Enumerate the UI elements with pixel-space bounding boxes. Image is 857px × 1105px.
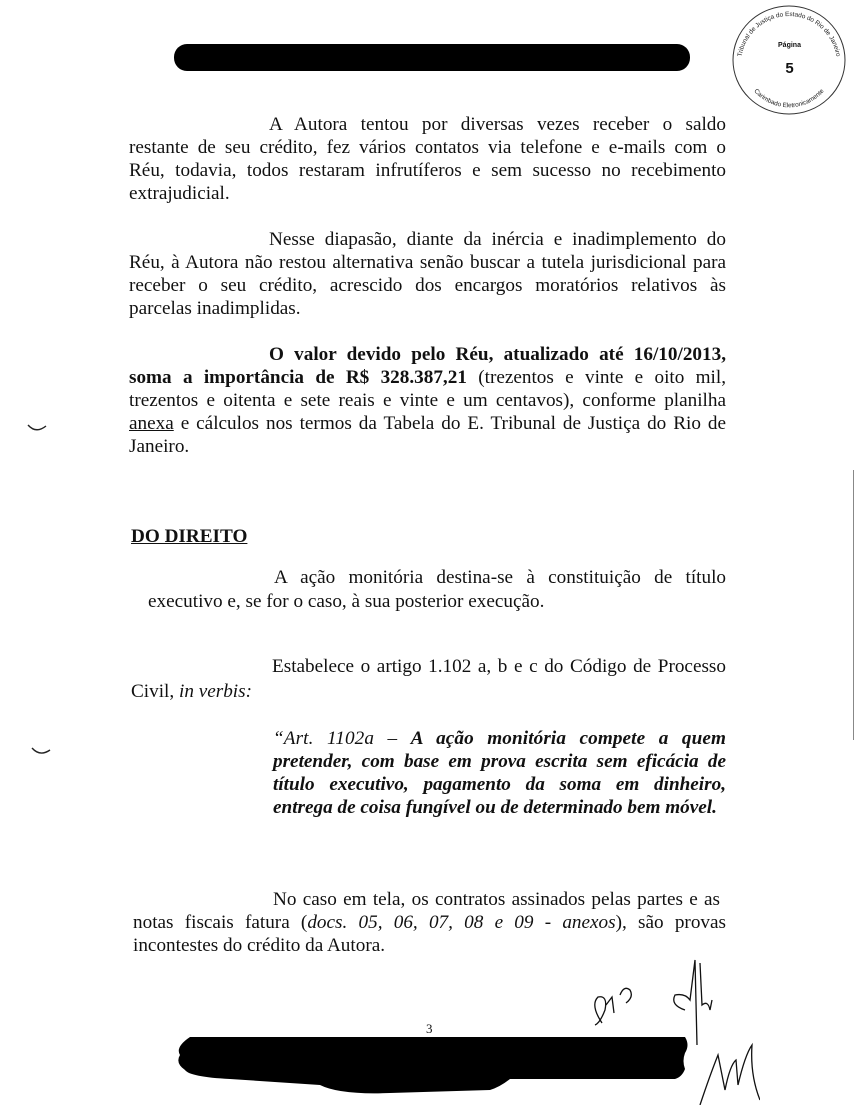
scan-edge-line <box>853 470 854 740</box>
annex-link: anexa <box>129 413 174 434</box>
p6-provas: ), são provas <box>615 912 726 933</box>
margin-mark-icon <box>30 745 52 757</box>
p3-line-2 <box>129 366 726 389</box>
p5-in-verbis: in verbis: <box>178 681 252 702</box>
p6-line-1: No caso em tela, os contratos assinados pelas partes e as <box>273 889 720 910</box>
p5-line-1: Estabelece o artigo 1.102 a, b e c do Código de Processo <box>272 656 726 677</box>
quote-article: “Art. 1102a – <box>273 728 411 749</box>
quote-line-4: entrega de coisa fungível ou de determinado bem móvel. <box>273 797 717 818</box>
p3-line-3: trezentos e oitenta e sete reais e vinte e um centavos), conforme planilha <box>129 390 726 411</box>
p3-line-4 <box>129 412 726 435</box>
p3-line-1: O valor devido pelo Réu, atualizado até 16/10/2013, <box>269 344 726 365</box>
p3-amount-words: (trezentos e vinte e oito mil, <box>466 367 727 388</box>
p1-line-2: restante de seu crédito, fez vários contatos via telefone e e-mails com o <box>129 137 726 158</box>
svg-text:Tribunal de Justiça do Estado <box>737 11 842 58</box>
stamp-page-number: 5 <box>785 60 794 77</box>
section-heading: DO DIREITO <box>131 526 248 547</box>
p3-amount: soma a importância de R$ 328.387,21 <box>129 367 467 388</box>
p6-line-3: incontestes do crédito da Autora. <box>133 935 386 956</box>
p1-line-4: extrajudicial. <box>129 183 230 204</box>
margin-mark-icon <box>26 422 48 434</box>
p3-line-4-text: e cálculos nos termos da Tabela do E. Tribunal de Justiça do Rio de <box>173 413 726 434</box>
stamp-page-label: Página <box>778 42 801 49</box>
quote-line-1 <box>273 727 726 750</box>
p3-line-5: Janeiro. <box>129 436 190 457</box>
svg-text:Carimbado Eletronicamente <box>752 87 825 109</box>
p6-docs: docs. 05, 06, 07, 08 e 09 - anexos <box>307 912 616 933</box>
stamp-bottom-text: Carimbado Eletronicamente <box>752 87 826 110</box>
p6-line-2 <box>133 911 726 934</box>
p5-civil: Civil, <box>131 681 179 702</box>
p2-line-1: Nesse diapasão, diante da inércia e inadimplemento do <box>269 229 726 250</box>
p1-line-3: Réu, todavia, todos restaram infrutíferos e sem sucesso no recebimento <box>129 160 726 181</box>
stamp-top-text: Tribunal de Justiça do Estado do Rio de Janeiro <box>736 10 842 58</box>
quote-line-2: pretender, com base em prova escrita sem eficácia de <box>273 751 726 772</box>
p2-line-2: Réu, à Autora não restou alternativa senão buscar a tutela jurisdicional para <box>129 252 726 273</box>
p6-notas: notas fiscais fatura ( <box>133 912 308 933</box>
p4-line-2: executivo e, se for o caso, à sua posterior execução. <box>148 591 545 612</box>
quote-line-1-text: A ação monitória compete a quem <box>410 728 727 749</box>
p2-line-3: receber o seu crédito, acrescido dos encargos moratórios relativos às <box>129 275 726 296</box>
signature-icon <box>560 955 760 1105</box>
quote-line-3: título executivo, pagamento da soma em dinheiro, <box>273 774 726 795</box>
p2-line-4: parcelas inadimplidas. <box>129 298 301 319</box>
p4-line-1: A ação monitória destina-se à constituição de título <box>274 567 726 588</box>
court-stamp <box>727 2 852 117</box>
p5-line-2 <box>131 680 728 703</box>
p1-line-1: A Autora tentou por diversas vezes receber o saldo <box>269 114 726 135</box>
page-number: 3 <box>426 1021 433 1036</box>
header-redaction <box>174 44 690 71</box>
